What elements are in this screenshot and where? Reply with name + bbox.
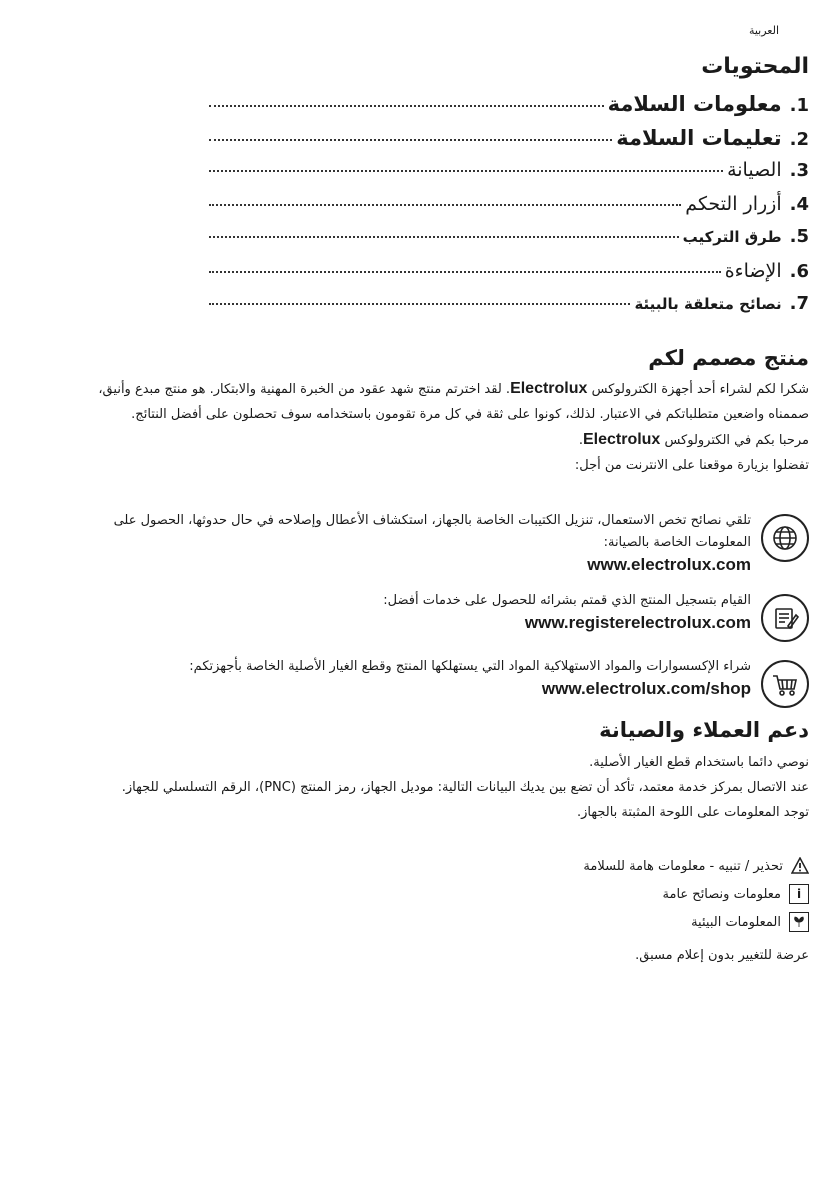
toc-number: 7.	[789, 293, 809, 314]
legend-label: المعلومات البيئية	[691, 914, 781, 930]
toc-label: الإضاءة	[724, 259, 782, 282]
toc-title: المحتويات	[701, 54, 809, 79]
legend-label: معلومات ونصائح عامة	[662, 886, 781, 902]
support-paragraph-3: توجد المعلومات على اللوحة المثبتة بالجهاز.	[576, 805, 809, 820]
intro-paragraph-2	[81, 427, 809, 453]
legend-row	[583, 908, 809, 936]
environment-icon	[789, 912, 809, 932]
legend-row	[583, 880, 809, 908]
toc-item[interactable]	[209, 260, 809, 294]
toc-label: نصائح متعلقة بالبيئة	[634, 295, 782, 313]
language-tag: العربية	[748, 24, 779, 37]
toc-item[interactable]	[209, 159, 809, 193]
toc-number: 2.	[789, 128, 809, 150]
toc-label: تعليمات السلامة	[616, 125, 782, 150]
legend-row	[583, 852, 809, 880]
symbol-legend	[583, 852, 809, 936]
support-text	[81, 750, 809, 825]
toc-item[interactable]	[209, 92, 809, 126]
link-description: شراء الإكسسوارات والمواد الاستهلاكية المواد التي يستهلكها المنتج وقطع الغيار الأصلية الخاصة بأجهزتكم:	[189, 659, 751, 674]
link-row-shop	[79, 656, 809, 708]
toc-leader	[209, 303, 630, 305]
intro-text-b: . لقد اخترتم منتج شهد عقود من الخبرة المهنية والابتكار. هو منتج مبدع وأنيق، صممناه واضعين متطلباتكم في الاعتبار. لذلك، كونوا على ثقة في كل مرة تقومون باستخدامه سوف تحصلون على أفضل النتائج.	[98, 382, 809, 422]
toc-label: أزرار التحكم	[685, 192, 782, 215]
link-description: تلقي نصائح تخص الاستعمال، تنزيل الكتيبات الخاصة بالجهاز، استكشاف الأعطال وإصلاحه في حال حدوثها، الحصول على المعلومات الخاصة بالصيانة:	[113, 513, 751, 550]
intro-paragraph-1	[81, 376, 809, 427]
link-row-register	[79, 590, 809, 642]
toc-item[interactable]	[209, 126, 809, 160]
welcome-punct: .	[578, 433, 583, 448]
legend-label: تحذير / تنبيه - معلومات هامة للسلامة	[583, 858, 783, 874]
link-text	[189, 656, 751, 700]
change-notice: عرضة للتغيير بدون إعلام مسبق.	[635, 948, 809, 963]
toc-label: طرق التركيب	[682, 228, 782, 246]
shop-link[interactable]: www.electrolux.com/shop	[541, 679, 751, 698]
toc-leader	[209, 105, 604, 107]
link-row-support	[79, 510, 809, 576]
toc-item[interactable]	[209, 226, 809, 260]
toc-number: 3.	[789, 160, 809, 181]
toc-leader	[209, 271, 721, 273]
brand-name: Electrolux	[510, 380, 588, 397]
toc-leader	[209, 204, 681, 206]
support-title: دعم العملاء والصيانة	[599, 718, 809, 742]
welcome-text: مرحبا بكم في الكترولوكس	[664, 433, 809, 448]
toc-leader	[209, 170, 723, 172]
toc-label: الصيانة	[727, 159, 782, 181]
intro-text-a: شكرا لكم لشراء أحد أجهزة الكترولوكس	[591, 382, 809, 397]
toc-number: 5.	[789, 226, 809, 247]
register-icon	[761, 594, 809, 642]
link-text	[383, 590, 751, 634]
brand-name: Electrolux	[582, 431, 661, 448]
intro-text	[81, 376, 809, 478]
support-paragraph-2: عند الاتصال بمركز خدمة معتمد، تأكد أن تضع بين يديك البيانات التالية: موديل الجهاز، رمز المنتج (PNC)، الرقم التسلسلي للجهاز.	[121, 780, 809, 795]
toc-item[interactable]	[209, 293, 809, 327]
link-description: القيام بتسجيل المنتج الذي قمتم بشرائه للحصول على خدمات أفضل:	[383, 593, 751, 608]
info-icon: i	[789, 884, 809, 904]
toc-number: 4.	[789, 193, 809, 215]
toc-leader	[209, 139, 612, 141]
link-text	[79, 510, 751, 576]
globe-icon	[761, 514, 809, 562]
warning-triangle-icon	[791, 857, 809, 875]
intro-title: منتج مصمم لكم	[648, 346, 809, 370]
website-links	[79, 510, 809, 722]
toc-leader	[209, 236, 679, 238]
toc-number: 1.	[789, 95, 809, 116]
register-link[interactable]: www.registerelectrolux.com	[524, 613, 751, 632]
intro-paragraph-3: تفضلوا بزيارة موقعنا على الانترنت من أجل:	[574, 458, 809, 473]
shopping-cart-icon	[761, 660, 809, 708]
toc-number: 6.	[789, 260, 809, 282]
website-link[interactable]: www.electrolux.com	[587, 555, 751, 574]
toc-item[interactable]	[209, 193, 809, 227]
toc-label: معلومات السلامة	[607, 92, 782, 116]
support-paragraph-1: نوصي دائما باستخدام قطع الغيار الأصلية.	[589, 755, 809, 770]
table-of-contents	[209, 92, 809, 327]
